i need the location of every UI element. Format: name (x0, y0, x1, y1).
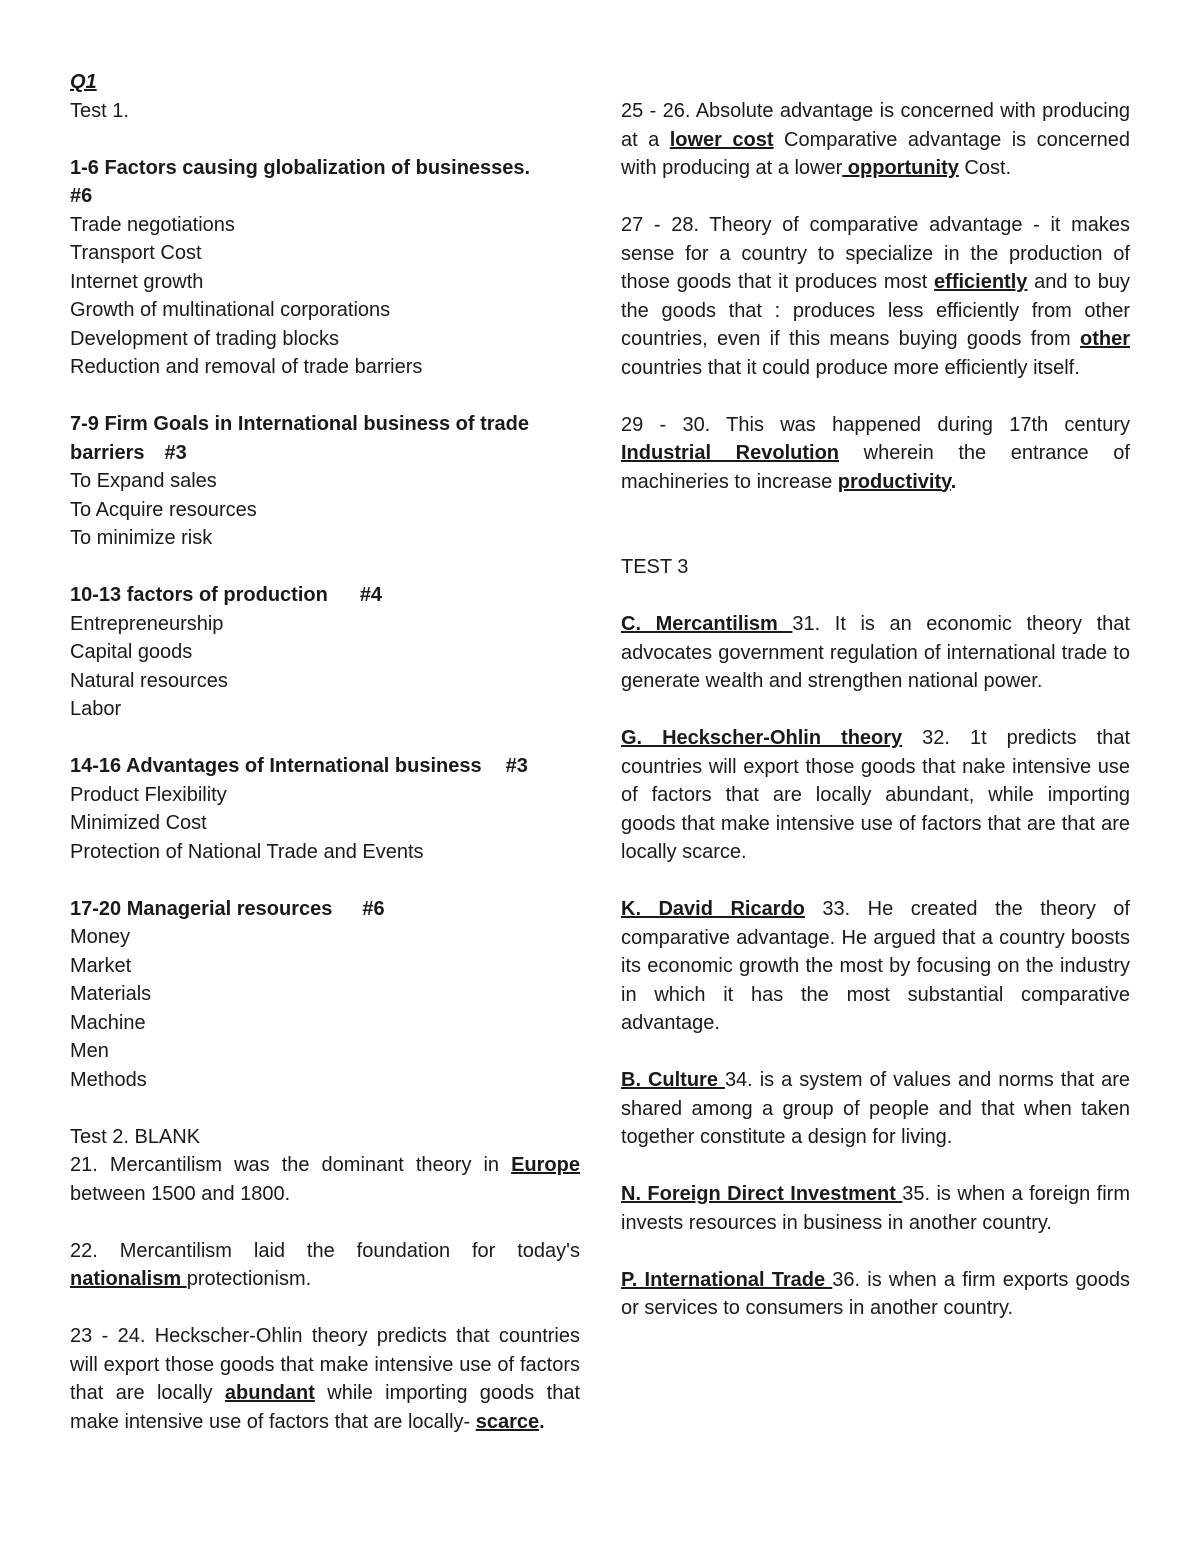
question-text: 22. Mercantilism laid the foundation for today's (70, 1239, 580, 1262)
left-column (70, 68, 580, 1436)
list-item: To Acquire resources (70, 498, 257, 521)
question-text: Cost. (958, 157, 1012, 179)
list-item: Transport Cost (70, 242, 202, 264)
answer-mercantilism: C. Mercantilism (621, 613, 793, 635)
question-text: 25 - 26. Absolute advantage is concerned with producing at a (621, 100, 1130, 151)
question-34 (621, 1066, 1130, 1152)
question-text: 33. He created the theory of comparative advantage. He argued that a country boosts its economic growth the most by focusing on the industry in which it has the most substantial comparative advantage. (621, 898, 1130, 1034)
right-column (621, 97, 1130, 1323)
test1-heading: Test 1. (70, 99, 129, 122)
section-count-globalization: #6 (70, 185, 93, 207)
question-text: 32. 1t predicts that countries will export those goods that nake intensive use of factors that are locally abundant, while importing goods that make intensive use of factors that are that are locally scarce. (621, 727, 1130, 863)
heading-text: barriers (70, 441, 145, 464)
test2-heading: Test 2. BLANK (70, 1125, 201, 1148)
answer-heckscher-ohlin: G. Heckscher-Ohlin theory (621, 727, 903, 749)
answer-international-trade: P. International Trade (621, 1268, 833, 1291)
answer-david-ricardo: K. David Ricardo (621, 898, 805, 920)
list-item: Natural resources (70, 669, 228, 692)
section-heading-factors-production (70, 581, 580, 610)
list-item: Materials (70, 983, 152, 1005)
section-count: #3 (164, 441, 187, 464)
list-item: To Expand sales (70, 470, 217, 492)
question-text: 23 - 24. Heckscher-Ohlin theory predicts that countries will export those goods that make intensive use of factors that are locally (70, 1325, 580, 1404)
question-33 (621, 895, 1130, 1038)
question-29-30 (621, 411, 1130, 497)
answer-abundant: abundant (224, 1382, 315, 1404)
list-item: Entrepreneurship (70, 612, 224, 635)
list-item: Product Flexibility (70, 783, 227, 806)
answer-nationalism: nationalism (70, 1268, 187, 1290)
question-text: while importing goods that make intensive use of factors that are locally- (70, 1382, 580, 1433)
answer-opportunity: opportunity (842, 157, 959, 179)
list-item: Development of trading blocks (70, 327, 340, 350)
list-item: Reduction and removal of trade barriers (70, 356, 423, 378)
answer-efficiently: efficiently (934, 271, 1028, 293)
question-36 (621, 1266, 1130, 1323)
question-text: 27 - 28. Theory of comparative advantage - it makes sense for a country to specialize in the production of those goods that it produces most (621, 214, 1130, 293)
question-27-28 (621, 211, 1130, 382)
list-item: Minimized Cost (70, 812, 207, 834)
question-text: 36. is when a firm exports goods or services to consumers in another country. (621, 1268, 1130, 1319)
answer-europe: Europe (511, 1154, 580, 1176)
question-35 (621, 1180, 1130, 1237)
question-text: . (950, 470, 957, 493)
list-item: Market (70, 954, 132, 977)
section-heading-advantages (70, 752, 580, 781)
heading-text: 10-13 factors of production (70, 584, 328, 606)
answer-culture: B. Culture (621, 1069, 725, 1091)
question-text: and to buy the goods that : produces less efficiently from other countries, even if this means buying goods from (621, 271, 1131, 350)
question-22 (70, 1237, 580, 1294)
question-23-24 (70, 1322, 580, 1436)
question-text: protectionism. (186, 1268, 312, 1290)
question-text: 35. is when a foreign firm invests resources in business in another country. (621, 1183, 1130, 1234)
heading-text: 17-20 Managerial resources (70, 897, 333, 920)
heading-text: 14-16 Advantages of International business (70, 755, 482, 777)
section-count: #6 (362, 897, 385, 920)
list-item: To minimize risk (70, 527, 213, 549)
section-heading-firm-goals: 7-9 Firm Goals in International business of trade (70, 413, 529, 435)
section-heading-globalization: 1-6 Factors causing globalization of businesses. (70, 156, 531, 179)
question-31 (621, 610, 1130, 696)
section-heading-managerial (70, 895, 580, 924)
answer-industrial-revolution: Industrial Revolution (621, 442, 839, 464)
question-text: countries that it could produce more efficiently itself. (621, 356, 1080, 379)
question-21 (70, 1151, 580, 1208)
list-item: Internet growth (70, 270, 204, 293)
question-text: 29 - 30. This was happened during 17th century (621, 413, 1130, 436)
answer-other: other (1080, 328, 1130, 350)
question-32 (621, 724, 1130, 867)
list-item: Labor (70, 698, 122, 720)
list-item: Capital goods (70, 641, 193, 663)
question-text: wherein the entrance of machineries to increase (621, 442, 1130, 493)
answer-productivity: productivity (837, 470, 951, 493)
section-count: #4 (359, 584, 383, 606)
answer-lower-cost: lower cost (669, 128, 774, 151)
question-text: between 1500 and 1800. (70, 1182, 291, 1205)
list-item: Money (70, 926, 131, 948)
list-item: Men (70, 1040, 109, 1062)
answer-scarce: scarce (475, 1410, 540, 1433)
question-text: . (539, 1410, 545, 1433)
list-item: Protection of National Trade and Events (70, 840, 424, 863)
q1-label: Q1 (70, 71, 97, 93)
question-text: 31. It is an economic theory that advocates government regulation of international trade to generate wealth and strengthen national power. (621, 613, 1130, 692)
list-item: Growth of multinational corporations (70, 299, 391, 321)
section-count: #3 (505, 755, 528, 777)
list-item: Trade negotiations (70, 213, 235, 236)
question-text: 34. is a system of values and norms that are shared among a group of people and that when taken together constitute a design for living. (621, 1069, 1130, 1148)
question-text: Comparative advantage is concerned with producing at a lower (621, 128, 1131, 179)
list-item: Machine (70, 1011, 146, 1034)
answer-fdi: N. Foreign Direct Investment (621, 1183, 903, 1205)
test3-heading: TEST 3 (621, 556, 689, 578)
question-25-26 (621, 97, 1130, 183)
question-text: 21. Mercantilism was the dominant theory in (70, 1154, 512, 1176)
section-heading-firm-goals-cont (70, 439, 580, 468)
list-item: Methods (70, 1068, 147, 1091)
